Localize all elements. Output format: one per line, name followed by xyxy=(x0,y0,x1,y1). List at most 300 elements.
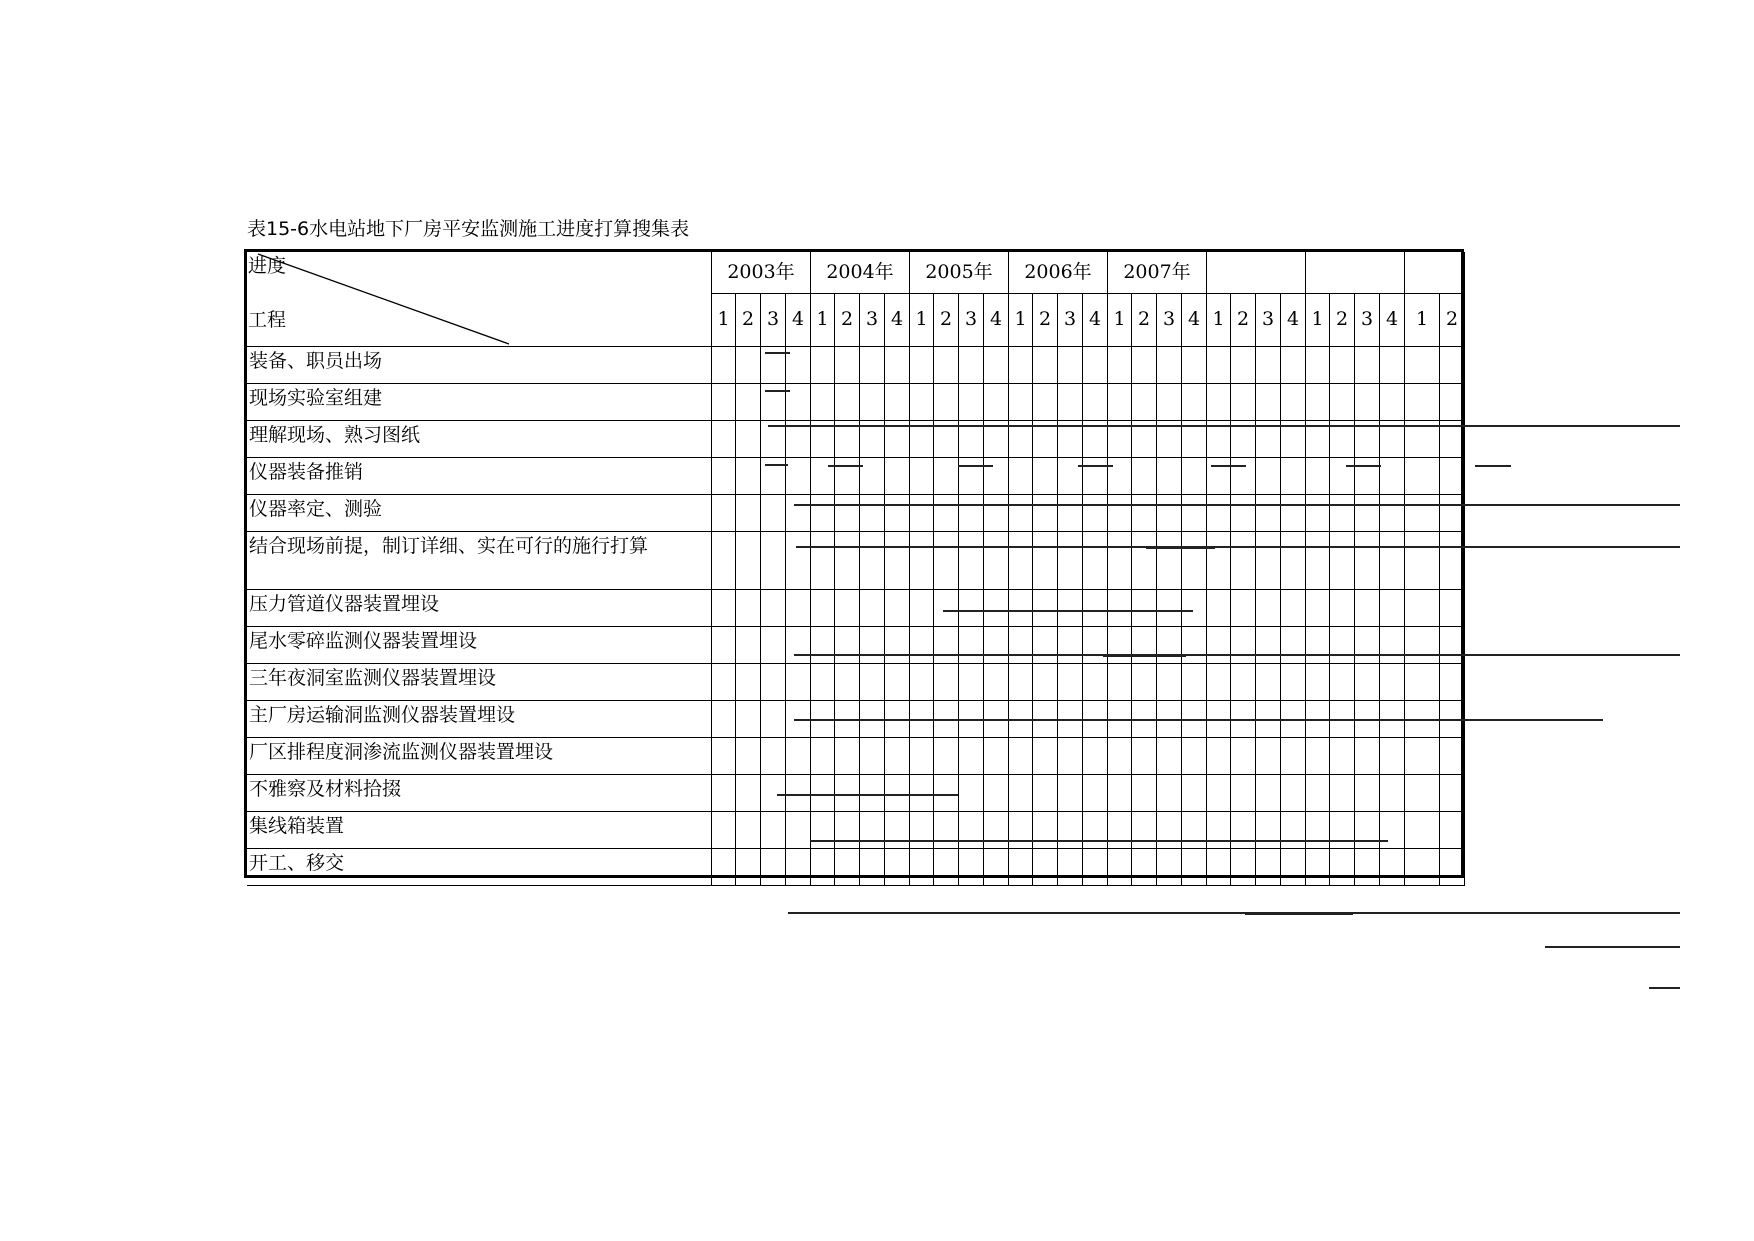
schedule-cell xyxy=(1405,458,1440,495)
schedule-cell xyxy=(1157,775,1182,812)
schedule-cell xyxy=(712,532,736,590)
year-header-cell: 2006年 xyxy=(1009,252,1108,294)
schedule-cell xyxy=(934,458,959,495)
schedule-cell xyxy=(1330,384,1355,421)
quarter-header-cell: 2 xyxy=(1330,294,1355,347)
schedule-cell xyxy=(1157,627,1182,664)
schedule-cell xyxy=(1132,627,1157,664)
schedule-cell xyxy=(1132,664,1157,701)
schedule-cell xyxy=(786,701,811,738)
schedule-cell xyxy=(934,849,959,886)
schedule-cell xyxy=(1256,458,1281,495)
schedule-cell xyxy=(1306,812,1330,849)
schedule-cell xyxy=(910,627,934,664)
corner-project-label: 工程 xyxy=(248,309,287,331)
year-header-cell: 2003年 xyxy=(712,252,811,294)
schedule-cell xyxy=(1182,590,1207,627)
schedule-cell xyxy=(860,384,885,421)
schedule-cell xyxy=(736,627,761,664)
schedule-cell xyxy=(885,458,910,495)
schedule-cell xyxy=(959,347,984,384)
schedule-cell xyxy=(959,849,984,886)
schedule-cell xyxy=(934,738,959,775)
schedule-cell xyxy=(1281,701,1306,738)
schedule-cell xyxy=(1083,421,1108,458)
schedule-cell xyxy=(1380,347,1405,384)
schedule-cell xyxy=(1132,738,1157,775)
schedule-cell xyxy=(761,532,786,590)
schedule-cell xyxy=(1256,384,1281,421)
schedule-cell xyxy=(1182,421,1207,458)
schedule-cell xyxy=(959,664,984,701)
schedule-cell xyxy=(712,347,736,384)
schedule-cell xyxy=(959,812,984,849)
schedule-cell xyxy=(1083,495,1108,532)
schedule-cell xyxy=(1083,775,1108,812)
schedule-cell xyxy=(811,627,835,664)
schedule-cell xyxy=(1207,421,1231,458)
schedule-cell xyxy=(1380,701,1405,738)
schedule-cell xyxy=(1355,664,1380,701)
schedule-cell xyxy=(1355,738,1380,775)
schedule-cell xyxy=(1009,495,1033,532)
schedule-cell xyxy=(786,590,811,627)
schedule-cell xyxy=(934,775,959,812)
schedule-cell xyxy=(1108,849,1132,886)
schedule-cell xyxy=(1330,347,1355,384)
schedule-cell xyxy=(1306,701,1330,738)
quarter-header-cell: 3 xyxy=(1157,294,1182,347)
schedule-cell xyxy=(885,812,910,849)
schedule-cell xyxy=(885,849,910,886)
schedule-cell xyxy=(1182,347,1207,384)
schedule-cell xyxy=(934,812,959,849)
schedule-cell xyxy=(786,421,811,458)
schedule-cell xyxy=(1033,738,1058,775)
quarter-header-cell: 4 xyxy=(885,294,910,347)
row-label: 厂区排程度洞渗流监测仪器装置埋设 xyxy=(247,738,712,775)
schedule-cell xyxy=(811,384,835,421)
schedule-cell xyxy=(1380,384,1405,421)
schedule-cell xyxy=(1009,664,1033,701)
schedule-cell xyxy=(736,775,761,812)
quarter-header-cell: 4 xyxy=(786,294,811,347)
schedule-cell xyxy=(1132,532,1157,590)
schedule-cell xyxy=(1009,532,1033,590)
row-label: 压力管道仪器装置埋设 xyxy=(247,590,712,627)
schedule-cell xyxy=(1355,532,1380,590)
schedule-cell xyxy=(1380,590,1405,627)
schedule-cell xyxy=(885,421,910,458)
schedule-cell xyxy=(761,775,786,812)
row-label: 不雅察及材料拾掇 xyxy=(247,775,712,812)
schedule-cell xyxy=(934,495,959,532)
schedule-cell xyxy=(1231,664,1256,701)
schedule-cell xyxy=(1440,532,1465,590)
schedule-cell xyxy=(1355,495,1380,532)
schedule-cell xyxy=(1231,384,1256,421)
schedule-cell xyxy=(1157,458,1182,495)
schedule-cell xyxy=(934,347,959,384)
schedule-cell xyxy=(959,738,984,775)
schedule-cell xyxy=(885,384,910,421)
schedule-cell xyxy=(959,495,984,532)
schedule-cell xyxy=(910,590,934,627)
schedule-cell xyxy=(1033,701,1058,738)
schedule-cell xyxy=(934,590,959,627)
quarter-header-cell: 4 xyxy=(1281,294,1306,347)
schedule-cell xyxy=(860,495,885,532)
schedule-cell xyxy=(1380,495,1405,532)
schedule-cell xyxy=(885,664,910,701)
schedule-cell xyxy=(786,347,811,384)
schedule-cell xyxy=(811,347,835,384)
schedule-cell xyxy=(761,458,786,495)
year-header-cell: 2007年 xyxy=(1108,252,1207,294)
schedule-cell xyxy=(761,384,786,421)
schedule-cell xyxy=(885,701,910,738)
schedule-cell xyxy=(1380,812,1405,849)
schedule-cell xyxy=(1182,664,1207,701)
schedule-cell xyxy=(736,812,761,849)
schedule-cell xyxy=(1182,532,1207,590)
schedule-cell xyxy=(910,347,934,384)
schedule-cell xyxy=(959,384,984,421)
schedule-cell xyxy=(984,738,1009,775)
schedule-cell xyxy=(1207,627,1231,664)
schedule-cell xyxy=(1108,347,1132,384)
schedule-cell xyxy=(1306,384,1330,421)
schedule-cell xyxy=(1281,664,1306,701)
schedule-cell xyxy=(1281,775,1306,812)
schedule-cell xyxy=(761,812,786,849)
schedule-cell xyxy=(1009,701,1033,738)
schedule-cell xyxy=(712,421,736,458)
corner-progress-label: 进度 xyxy=(248,255,287,277)
schedule-cell xyxy=(736,495,761,532)
schedule-cell xyxy=(1355,627,1380,664)
schedule-cell xyxy=(1306,421,1330,458)
schedule-cell xyxy=(1440,849,1465,886)
schedule-cell xyxy=(1440,664,1465,701)
schedule-cell xyxy=(811,532,835,590)
schedule-cell xyxy=(1281,458,1306,495)
schedule-cell xyxy=(1330,664,1355,701)
quarter-header-cell: 2 xyxy=(736,294,761,347)
schedule-cell xyxy=(1380,421,1405,458)
schedule-cell xyxy=(959,627,984,664)
schedule-cell xyxy=(835,738,860,775)
schedule-cell xyxy=(1033,347,1058,384)
schedule-cell xyxy=(1281,532,1306,590)
schedule-cell xyxy=(1182,812,1207,849)
schedule-cell xyxy=(811,775,835,812)
schedule-cell xyxy=(1207,384,1231,421)
quarter-header-cell: 2 xyxy=(1132,294,1157,347)
schedule-cell xyxy=(959,532,984,590)
schedule-cell xyxy=(1330,775,1355,812)
schedule-cell xyxy=(1306,775,1330,812)
schedule-cell xyxy=(1440,347,1465,384)
schedule-cell xyxy=(1058,590,1083,627)
schedule-cell xyxy=(1231,627,1256,664)
schedule-cell xyxy=(761,590,786,627)
schedule-cell xyxy=(786,775,811,812)
schedule-cell xyxy=(712,775,736,812)
schedule-cell xyxy=(1231,701,1256,738)
schedule-cell xyxy=(1182,627,1207,664)
schedule-cell xyxy=(1083,738,1108,775)
schedule-cell xyxy=(1440,458,1465,495)
schedule-cell xyxy=(1083,849,1108,886)
schedule-cell xyxy=(910,421,934,458)
schedule-cell xyxy=(1330,458,1355,495)
schedule-cell xyxy=(1231,347,1256,384)
schedule-cell xyxy=(860,627,885,664)
schedule-cell xyxy=(1033,458,1058,495)
schedule-cell xyxy=(860,347,885,384)
schedule-cell xyxy=(1256,627,1281,664)
schedule-cell xyxy=(712,458,736,495)
schedule-cell xyxy=(835,347,860,384)
schedule-cell xyxy=(1083,347,1108,384)
quarter-header-cell: 4 xyxy=(1380,294,1405,347)
schedule-cell xyxy=(1306,664,1330,701)
schedule-cell xyxy=(1083,458,1108,495)
schedule-cell xyxy=(1033,384,1058,421)
schedule-cell xyxy=(1108,590,1132,627)
schedule-cell xyxy=(1440,775,1465,812)
schedule-cell xyxy=(1058,347,1083,384)
schedule-cell xyxy=(1231,849,1256,886)
schedule-cell xyxy=(1108,495,1132,532)
schedule-cell xyxy=(1330,701,1355,738)
quarter-header-cell: 3 xyxy=(959,294,984,347)
schedule-cell xyxy=(1132,384,1157,421)
schedule-cell xyxy=(736,347,761,384)
year-header-cell xyxy=(1207,252,1306,294)
schedule-cell xyxy=(984,532,1009,590)
schedule-cell xyxy=(934,627,959,664)
schedule-cell xyxy=(885,738,910,775)
schedule-cell xyxy=(1231,495,1256,532)
schedule-cell xyxy=(984,775,1009,812)
schedule-cell xyxy=(761,495,786,532)
schedule-cell xyxy=(1207,532,1231,590)
schedule-cell xyxy=(959,421,984,458)
schedule-cell xyxy=(1306,458,1330,495)
schedule-cell xyxy=(1157,738,1182,775)
row-label: 主厂房运输洞监测仪器装置埋设 xyxy=(247,701,712,738)
schedule-cell xyxy=(1009,458,1033,495)
schedule-cell xyxy=(1330,590,1355,627)
schedule-cell xyxy=(736,532,761,590)
schedule-cell xyxy=(1306,738,1330,775)
schedule-cell xyxy=(1281,421,1306,458)
schedule-cell xyxy=(1355,458,1380,495)
schedule-cell xyxy=(1157,590,1182,627)
schedule-cell xyxy=(1058,812,1083,849)
quarter-header-cell: 2 xyxy=(934,294,959,347)
schedule-cell xyxy=(959,775,984,812)
schedule-cell xyxy=(1380,664,1405,701)
schedule-cell xyxy=(1256,775,1281,812)
schedule-cell xyxy=(860,701,885,738)
schedule-cell xyxy=(1009,421,1033,458)
schedule-cell xyxy=(1306,627,1330,664)
schedule-cell xyxy=(1231,458,1256,495)
schedule-cell xyxy=(761,664,786,701)
schedule-cell xyxy=(910,664,934,701)
schedule-cell xyxy=(1440,495,1465,532)
schedule-cell xyxy=(910,384,934,421)
schedule-cell xyxy=(1108,775,1132,812)
schedule-cell xyxy=(1182,495,1207,532)
quarter-header-cell: 3 xyxy=(761,294,786,347)
row-label: 尾水零碎监测仪器装置埋设 xyxy=(247,627,712,664)
schedule-cell xyxy=(984,458,1009,495)
schedule-cell xyxy=(1157,812,1182,849)
schedule-cell xyxy=(1182,701,1207,738)
schedule-cell xyxy=(1207,495,1231,532)
quarter-header-cell: 1 xyxy=(910,294,934,347)
schedule-cell xyxy=(1058,495,1083,532)
schedule-cell xyxy=(984,347,1009,384)
schedule-cell xyxy=(835,458,860,495)
schedule-cell xyxy=(1231,775,1256,812)
schedule-cell xyxy=(1033,775,1058,812)
schedule-cell xyxy=(860,664,885,701)
schedule-cell xyxy=(1231,590,1256,627)
schedule-cell xyxy=(1405,495,1440,532)
schedule-cell xyxy=(984,812,1009,849)
schedule-cell xyxy=(712,812,736,849)
quarter-header-cell: 4 xyxy=(1083,294,1108,347)
quarter-header-cell: 4 xyxy=(984,294,1009,347)
schedule-cell xyxy=(910,532,934,590)
schedule-cell xyxy=(1083,627,1108,664)
schedule-cell xyxy=(984,421,1009,458)
schedule-cell xyxy=(786,495,811,532)
schedule-cell xyxy=(1256,664,1281,701)
schedule-cell xyxy=(1108,738,1132,775)
schedule-cell xyxy=(860,775,885,812)
schedule-cell xyxy=(1207,347,1231,384)
schedule-cell xyxy=(1132,421,1157,458)
schedule-cell xyxy=(860,421,885,458)
quarter-header-cell: 2 xyxy=(1033,294,1058,347)
schedule-cell xyxy=(786,849,811,886)
schedule-cell xyxy=(1108,384,1132,421)
schedule-cell xyxy=(1157,384,1182,421)
schedule-cell xyxy=(1058,627,1083,664)
schedule-cell xyxy=(736,701,761,738)
schedule-cell xyxy=(1281,849,1306,886)
schedule-cell xyxy=(1157,664,1182,701)
schedule-cell xyxy=(1033,812,1058,849)
schedule-cell xyxy=(712,849,736,886)
quarter-header-cell: 1 xyxy=(1306,294,1330,347)
schedule-cell xyxy=(1033,590,1058,627)
quarter-header-cell: 3 xyxy=(1058,294,1083,347)
year-header-cell xyxy=(1405,252,1465,294)
schedule-cell xyxy=(1256,532,1281,590)
schedule-cell xyxy=(1009,775,1033,812)
schedule-cell xyxy=(1405,775,1440,812)
schedule-cell xyxy=(736,421,761,458)
schedule-cell xyxy=(835,384,860,421)
schedule-cell xyxy=(786,532,811,590)
schedule-cell xyxy=(835,812,860,849)
schedule-cell xyxy=(1405,532,1440,590)
schedule-cell xyxy=(1009,627,1033,664)
row-label: 开工、移交 xyxy=(247,849,712,886)
schedule-cell xyxy=(984,664,1009,701)
year-header-cell: 2005年 xyxy=(910,252,1009,294)
schedule-cell xyxy=(1058,849,1083,886)
schedule-cell xyxy=(1281,384,1306,421)
schedule-cell xyxy=(910,495,934,532)
schedule-cell xyxy=(1207,812,1231,849)
schedule-cell xyxy=(1207,738,1231,775)
quarter-header-cell: 1 xyxy=(811,294,835,347)
schedule-cell xyxy=(811,738,835,775)
schedule-cell xyxy=(1157,849,1182,886)
schedule-cell xyxy=(1182,775,1207,812)
schedule-cell xyxy=(1256,849,1281,886)
schedule-cell xyxy=(786,738,811,775)
row-label: 仪器装备推销 xyxy=(247,458,712,495)
schedule-cell xyxy=(811,590,835,627)
schedule-cell xyxy=(1058,664,1083,701)
schedule-cell xyxy=(1380,849,1405,886)
row-label: 现场实验室组建 xyxy=(247,384,712,421)
schedule-cell xyxy=(1231,738,1256,775)
schedule-cell xyxy=(1132,775,1157,812)
schedule-cell xyxy=(1405,347,1440,384)
schedule-cell xyxy=(885,532,910,590)
schedule-cell xyxy=(1157,701,1182,738)
schedule-cell xyxy=(860,812,885,849)
schedule-cell xyxy=(860,738,885,775)
schedule-cell xyxy=(1083,812,1108,849)
schedule-cell xyxy=(885,495,910,532)
schedule-cell xyxy=(860,532,885,590)
schedule-cell xyxy=(736,849,761,886)
schedule-cell xyxy=(1256,738,1281,775)
schedule-cell xyxy=(1009,849,1033,886)
schedule-cell xyxy=(910,458,934,495)
quarter-header-cell: 2 xyxy=(835,294,860,347)
schedule-cell xyxy=(1405,812,1440,849)
schedule-cell xyxy=(811,421,835,458)
schedule-cell xyxy=(1132,347,1157,384)
schedule-cell xyxy=(1306,590,1330,627)
schedule-cell xyxy=(1058,458,1083,495)
schedule-cell xyxy=(1132,849,1157,886)
schedule-cell xyxy=(1281,590,1306,627)
schedule-cell xyxy=(1132,590,1157,627)
schedule-cell xyxy=(1231,421,1256,458)
schedule-cell xyxy=(1083,664,1108,701)
schedule-cell xyxy=(1380,458,1405,495)
quarter-header-cell: 1 xyxy=(1108,294,1132,347)
quarter-header-cell: 2 xyxy=(1231,294,1256,347)
schedule-cell xyxy=(1256,701,1281,738)
schedule-cell xyxy=(811,812,835,849)
quarter-header-cell: 1 xyxy=(1405,294,1440,347)
schedule-cell xyxy=(934,384,959,421)
